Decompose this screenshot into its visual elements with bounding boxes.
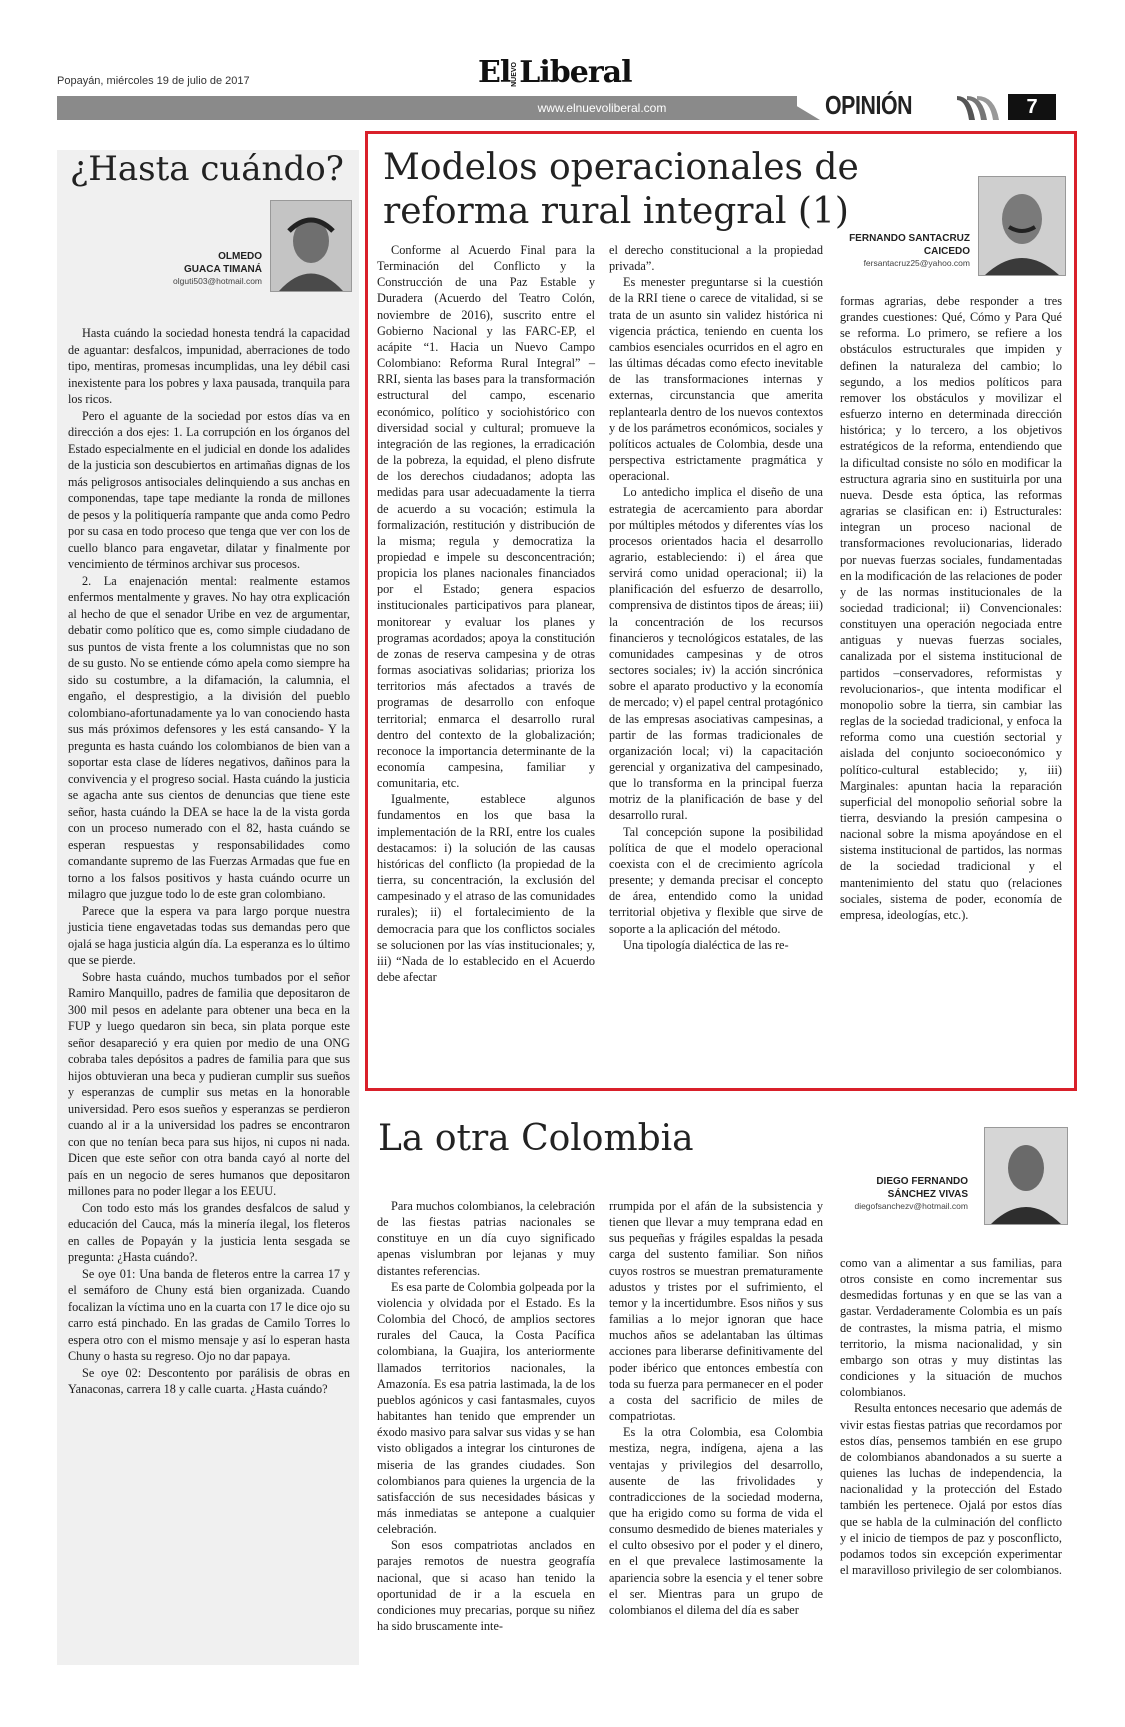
article2-paragraph: el derecho constitucional a la propiedad privada”.: [609, 243, 823, 274]
article3-paragraph: Para muchos colombianos, la celebración de las fiestas patrias nacionales se constituye en un día cuyo significado apenas vislumbran por lejanas y muy distantes referencias.: [377, 1199, 595, 1278]
article3-author-line1: DIEGO FERNANDO: [876, 1176, 968, 1187]
article1-byline: [120, 250, 262, 286]
article3-column2: [609, 1198, 823, 1618]
dateline: Popayán, miércoles 19 de julio de 2017: [57, 75, 250, 87]
article2-column2: [609, 242, 823, 953]
portrait-photo-icon: [979, 177, 1065, 275]
page-number: 7: [1008, 94, 1056, 120]
article3-byline: [820, 1175, 968, 1211]
article2-byline: [820, 232, 970, 268]
article1-email: olguti503@hotmail.com: [173, 276, 262, 286]
section-title: OPINIÓN: [825, 90, 913, 120]
logo-liberal: Liberal: [519, 55, 632, 90]
article2-paragraph: Es menester preguntarse si la cuestión de la RRI tiene o carece de vitalidad, si se trata de un asunto sin validez histórica ni vigencia práctica, teniendo en cuenta los cambios esenciales ocurridos en el agro en las últimas décadas como efecto inevitable de las transformaciones internas y externas, circunstancia que amerita replantearla dentro de los nuevos contextos y de los parámetros económicos, sociales y políticos actuales de Colombia, desde una perspectiva estrictamente pragmática y operacional.: [609, 275, 823, 484]
article2-author-line1: FERNANDO SANTACRUZ: [849, 233, 970, 244]
article3-title: La otra Colombia: [378, 1118, 694, 1159]
article2-column1: [377, 242, 595, 985]
newspaper-logo: [478, 55, 631, 90]
article1-title: ¿Hasta cuándo?: [70, 149, 344, 189]
header-bar: [57, 96, 797, 120]
article1-author-line1: OLMEDO: [218, 251, 262, 262]
article2-email: fersantacruz25@yahoo.com: [863, 258, 970, 268]
article2-paragraph: Una tipología dialéctica de las re-: [623, 937, 789, 952]
article2-paragraph: Conforme al Acuerdo Final para la Terminación del Conflicto y la Construcción de una Paz Estable y Duradera (Acuerdo del Teatro Colón, noviembre de 2016), suscrito entre el Gobierno Nacional y las FARC-EP, el acápite “1. Hacia un Nuevo Campo Colombiano: Reforma Rural Integral” – RRI, sienta las bases para la transformación estructural del campo, escenario económico, político y sociohistórico con diversidad social y cultural; promueve la integración de las regiones, la erradicación de la pobreza, la equidad, el pleno disfrute de los derechos ciudadanos; adopta las medidas para usar adecuadamente la tierra de acuerdo a su vocación; estimula la formalización, restitución y distribución de la misma; regula y democratiza la propiedad e impele su desconcentración; propicia los planes nacionales financiados por el Estado; genera espacios institucionales participativos para planear, monitorear y evaluar los planes y programas acordados; apoya la constitución de zonas de reserva campesina y de otras formas asociativas solidarias; prioriza los territorios más afectados a través de programas de desarrollo con enfoque territorial; enmarca el desarrollo rural dentro del contexto de la globalización; reconoce la importancia determinante de la economía campesina, familiar y comunitaria, etc.: [377, 243, 595, 791]
article3-paragraph: rrumpida por el afán de la subsistencia y tienen que llevar a muy temprana edad en sus pequeñas y frágiles espaldas la pesada carga del sustento familiar. Son niños cuyos rostros se muestran prematuramente adustos y tristes por el sufrimiento, el temor y la incertidumbre. Esos niños y sus familias a lo mejor ignoran que hace muchos años se adelantaban las últimas acciones para liberarse definitivamente del poder ibérico que entonces embestía con toda su fuerza para permanecer en el poder a costa del sacrificio de miles de compatriotas.: [609, 1199, 823, 1424]
article3-author-line2: SÁNCHEZ VIVAS: [887, 1189, 968, 1200]
article3-paragraph: Es esa parte de Colombia golpeada por la violencia y olvidada por el Estado. Es la Colombia del Chocó, de amplios sectores rurales del Cauca, la Costa Pacífica colombiana, la Guajira, los anteriormente llamados territorios nacionales, la Amazonía. Es esa patria lastimada, la de los pueblos agónicos y casi fantasmales, cuyos habitantes han tenido que emprender un éxodo masivo para salvar sus vidas y se han visto obligados a integrar los cinturones de miseria de las grandes ciudades. Son colombianos para quienes la urgencia de la satisfacción de sus necesidades básicas y más inmediatas se antepone a cualquier celebración.: [377, 1279, 595, 1537]
article2-paragraph: Igualmente, establece algunos fundamentos en los que basa la implementación de la RRI, entre los cuales destacamos: i) la solución de las causas históricas del conflicto (la propiedad de la tierra, su concentración, la exclusión del campesinado y el atraso de las comunidades rurales); ii) el fortalecimiento de la democracia para que los conflictos sociales se solucionen por las vías institucionales; y, iii) “Nada de lo establecido en el Acuerdo debe afectar: [377, 792, 595, 985]
article2-title-line1: Modelos operacionales de: [383, 147, 859, 188]
article1-paragraph: Pero el aguante de la sociedad por estos días va en dirección a dos ejes: 1. La corrupción en los órganos del Estado especialmente en el judicial en donde los adalides de la justicia son descubiertos en artimañas dignas de los más peligrosos antisociales delinquiendo a sus anchas en componendas, tape tape mediante la ronda de millones de pesos y la politiquería rampante que anda como Pedro por su casa en todo proceso que tenga que ver con los de cuello blanco para engavetar, dilatar y finalmente por vencimiento de términos archivar sus procesos.: [68, 408, 350, 571]
portrait-photo-icon: [271, 201, 351, 291]
article1-paragraph: Con todo esto más los grandes desfalcos de salud y educación del Cauca, más la minería ilegal, los fleteros en calles de Popayán y la justicia lenta sesgada se pregunta: ¿Hasta cuándo?.: [68, 1200, 350, 1264]
article3-paragraph: como van a alimentar a sus familias, para otros consiste en como incrementar sus desmedidas fortunas y en que se las van a gastar. Verdaderamente Colombia es un país de contrastes, la misma patria, el mismo territorio, la misma nacionalidad, y sin embargo son otras y muy distintas las condiciones y la situación de muchos colombianos.: [840, 1256, 1062, 1400]
article1-paragraph: 2. La enajenación mental: realmente estamos enfermos mentalmente y graves. No hay otra explicación al hecho de que el senador Uribe en vez de argumentar, debatir como político que es, como simple ciudadano de sus puntos de vista frente a los columnistas que no son de su gusto. No se entiende cómo apela como siempre ha sido su costumbre, a la difamación, la calumnia, el engaño, el desprestigio, a la división del pueblo colombiano-afortunadamente ya lo van conociendo hasta sus más próximos defensores y les está cansando- Y la pregunta es hasta cuándo los colombianos de bien van a soportar esta clase de líderes negativos, dañinos para la convivencia y el progreso social. Hasta cuándo la justicia se agacha ante sus cientos de denuncias que tiene este señor, hasta cuándo la DEA se hace la de la vista gorda con un proceso numerado con el 82, hasta cuándo se esperan respuestas y responsabilidades como comandante supremo de las Fuerzas Armadas que fue en torno a los falsos positivos y hasta cuándo ocurre un milagro que juzgue todo lo de este gran colombiano.: [68, 573, 350, 901]
article3-email: diegofsanchezv@hotmail.com: [854, 1201, 968, 1211]
article2-author-photo: [978, 176, 1066, 276]
article1-body: [68, 325, 350, 1398]
article2-author-line2: CAICEDO: [923, 246, 970, 257]
article3-column1: [377, 1198, 595, 1634]
logo-nuevo: NUEVO: [511, 61, 519, 87]
header-bar-slant-icon: [780, 96, 820, 120]
article2-title-line2: reforma rural integral (1): [383, 191, 849, 232]
article2-title: [383, 146, 859, 234]
article3-paragraph: Es la otra Colombia, esa Colombia mestiza, negra, indígena, ajena a las ventajas y privilegios del desarrollo, ausente de las frivolidades y contradicciones de la sociedad moderna, que ha erigido como su forma de vida el consumo desmedido de bienes materiales y el culto obsesivo por el poder y el dinero, en el que prevalece lastimosamente la apariencia sobre la esencia y el tener sobre el ser. Mientras para un grupo de colombianos el dilema del día es saber: [609, 1425, 823, 1617]
site-url[interactable]: www.elnuevoliberal.com: [537, 101, 667, 115]
article3-paragraph: Resulta entonces necesario que además de vivir estas fiestas patrias que recordamos por estos días, pensemos también en ese grupo de colombianos abandonados a su suerte a quienes las luchas de independencia, la nacionalidad y la protección del Estado también les pertenece. Ojalá por estos días que se habla de la culminación del conflicto y el inicio de tiempos de paz y posconflicto, podamos todos sin excepción experimentar el maravilloso privilegio de ser colombianos.: [840, 1401, 1062, 1577]
article2-paragraph: Lo antedicho implica el diseño de una estrategia de acercamiento para abordar por múltiples métodos y diferentes vías los procesos orientados hacia el desarrollo agrario, estableciendo: i) el área que servirá como unidad operacional; ii) la planificación del esfuerzo de desarrollo, comprensiva de distintos tipos de áreas; iii) la concentración de los recursos financieros y tecnológicos estatales, de las comunidades campesinas y de otros sectores sociales; iv) la acción sincrónica sobre el aparato productivo y la economía de mercado; v) el papel central protagónico de las empresas asociativas campesinas, a partir de las formas tradicionales de organización local; vi) la capacitación gerencial y organizativa del campesinado, que lo transforma en la principal fuerza motriz de la planificación de base y del desarrollo rural.: [609, 485, 823, 823]
article3-column3: [840, 1255, 1062, 1578]
article1-paragraph: Hasta cuándo la sociedad honesta tendrá la capacidad de aguantar: desfalcos, impunidad, aberraciones de todo tipo, mentiras, promesas incumplidas, una ley débil casi inexistente para los pobres y laxa pausada, tranquila para los ricos.: [68, 326, 350, 406]
article1-paragraph: Sobre hasta cuándo, muchos tumbados por el señor Ramiro Manquillo, padres de familia que depositaron de 300 mil pesos en adelante para obtener una beca en la FUP y luego quedaron sin beca, sin plata porque este señor desapareció y era quien por medio de una ONG cobraba tales depósitos a padres de familia para que sus hijos obtuvieran una beca y pudieran cumplir sus sueños y esperanzas de cumplir sus metas en la honorable universidad. Pero esos sueños y esperanzas se perdieron cuando al ir a la universidad los padres se encontraron con que no tenían beca para sus hijos, ni cupos ni nada. Dicen que este señor con otra banda cayó al norte del país en un negocio de seres humanos que depositaron millones para no poder llegar a los EEUU.: [68, 969, 350, 1198]
article3-paragraph: Son esos compatriotas anclados en parajes remotos de nuestra geografía nacional, que si acaso han tenido la oportunidad de ir a la escuela en condiciones muy precarias, porque su niñez ha sido bruscamente inte-: [377, 1538, 595, 1634]
logo-el: El: [478, 55, 511, 90]
section-stripes-icon: [955, 94, 1005, 122]
article3-author-photo: [984, 1127, 1068, 1225]
article2-column3: [840, 293, 1062, 923]
portrait-photo-icon: [985, 1128, 1067, 1224]
article1-author-line2: GUACA TIMANÁ: [184, 264, 262, 275]
article1-paragraph: Parece que la espera va para largo porque nuestra justicia tiene engavetadas todas sus demandas pero que ojalá se haga justicia algún día. La esperanza es lo último que se pierde.: [68, 903, 350, 967]
article2-paragraph: Tal concepción supone la posibilidad política de que el modelo operacional coexista con el de crecimiento agrícola presente; y demanda precisar el concepto de área, entendido como la unidad territorial objetiva y flexible que sirve de soporte a la aplicación del método.: [609, 824, 823, 936]
article1-author-photo: [270, 200, 352, 292]
article1-paragraph: Se oye 02: Descontento por parálisis de obras en Yanaconas, carrera 18 y calle cuarta. ¿Hasta cuándo?: [68, 1365, 350, 1396]
article1-paragraph: Se oye 01: Una banda de fleteros entre la carrea 17 y el semáforo de Chuny está bien organizada. Cuando focalizan la víctima uno en la cuarta con 17 le dice ojo su carro está pinchado. En las gradas de Camilo Torres lo espera otro con el mismo mensaje y así lo esperan hasta Chuny o hasta su regreso. Ojo no dar papaya.: [68, 1266, 350, 1363]
article2-paragraph: formas agrarias, debe responder a tres grandes cuestiones: Qué, Cómo y Para Qué se reforma. Lo primero, se refiere a los obstáculos estructurales que impiden y definen la naturaleza del cambio; lo segundo, a los medios políticos para remover los obstáculos y movilizar el esfuerzo interno en determinada dirección histórica; y lo tercero, a los objetivos estratégicos de la reforma, entendiendo que la dificultad consiste no sólo en modificar la estructura agraria sino en sustituirla por una nueva. Desde esta óptica, las reformas agrarias se clasifican en: i) Estructurales: integran un proceso nacional de transformaciones revolucionarias, liderado por nuevas fuerzas sociales, fundamentadas en la modificación de las relaciones de poder y de las normas institucionales de la sociedad tradicional; ii) Convencionales: constituyen una operación negociada entre antiguas y nuevas fuerzas sociales, canalizada por el sistema institucional de partidos –conservadores, reformistas y revolucionarios-, que intenta modificar el monopolio sobre la tierra, sin cambiar las reglas de la sociedad tradicional, y enfoca la reforma como una cuestión sectorial y aislada del conjunto socioeconómico y político-cultural establecido; y, iii) Marginales: apuntan hacia la reparación superficial del monopolio señorial sobre la tierra, desviando la presión campesina o nacional sobre la misma apoyándose en el sistema institucional de partidos, las normas de la sociedad tradicional y el mantenimiento del statu quo (relaciones sociales, sistema de poder, economía de empresa, ideologías, etc.).: [840, 294, 1062, 922]
